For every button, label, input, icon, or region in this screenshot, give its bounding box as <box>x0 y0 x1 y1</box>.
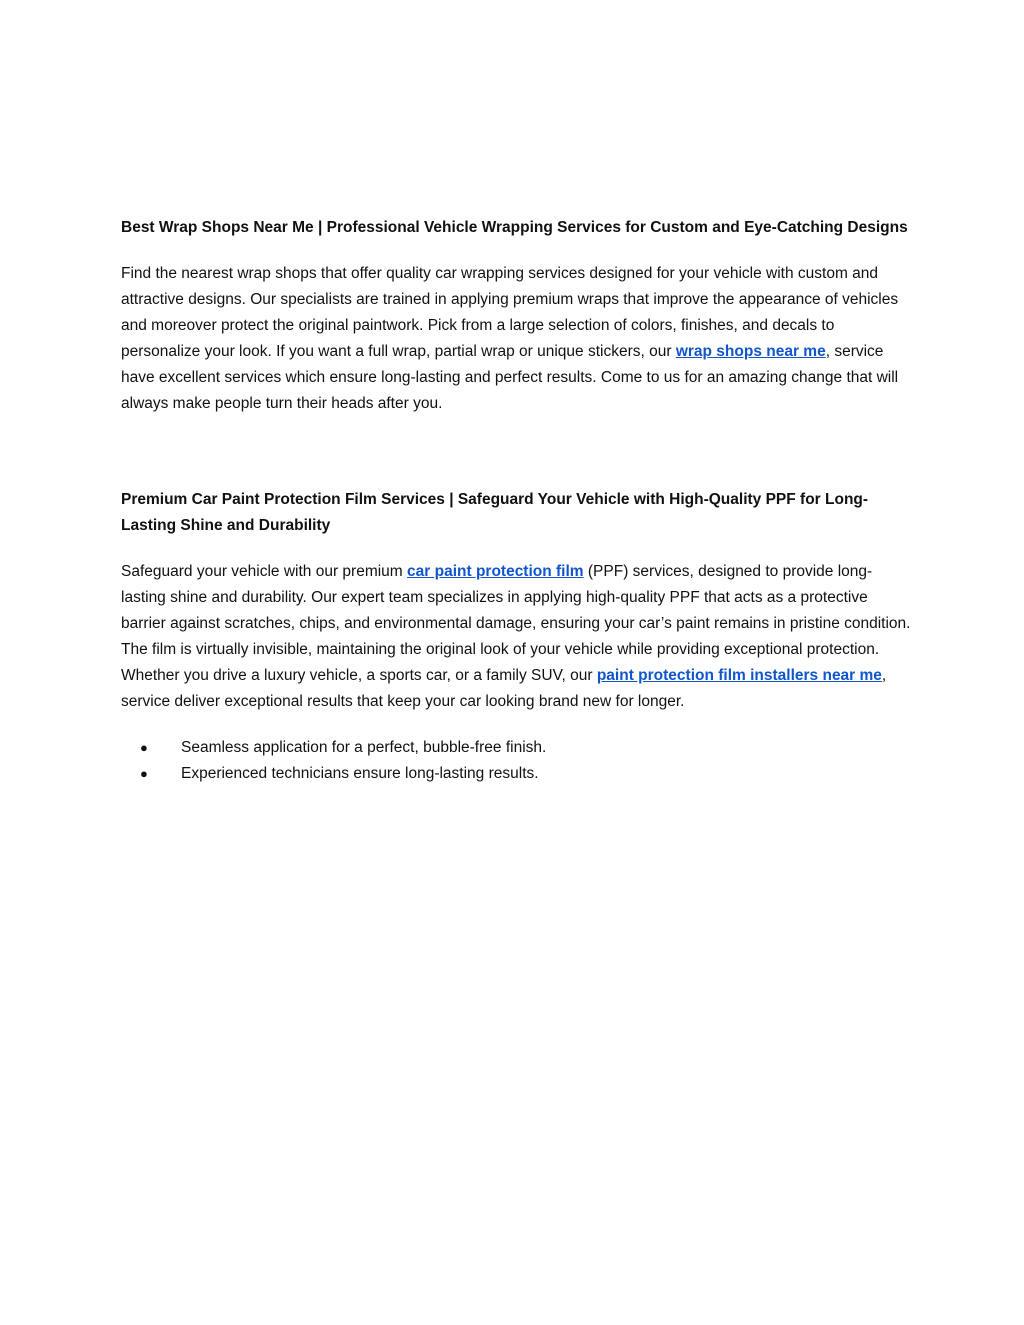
document-page <box>121 212 911 787</box>
wrap-shops-near-me-link[interactable]: wrap shops near me <box>675 343 826 360</box>
list-item <box>121 761 911 787</box>
bullet-icon: ● <box>140 740 148 755</box>
section-paragraph-ppf <box>121 559 911 715</box>
list-item-text: Experienced technicians ensure long-lasting results. <box>181 765 539 782</box>
paragraph-text: , service deliver exceptional results that keep your car looking brand new for longer. <box>121 667 887 710</box>
bullet-icon: ● <box>140 766 148 781</box>
section-heading-ppf: Premium Car Paint Protection Film Services | Safeguard Your Vehicle with High-Quality PPF for Long-Lasting Shine and Durability <box>121 491 869 534</box>
list-item <box>121 735 911 761</box>
paragraph-text: Safeguard your vehicle with our premium <box>121 563 408 580</box>
section-paragraph-wrap-shops <box>121 261 911 417</box>
paragraph-text: Find the nearest wrap shops that offer quality car wrapping services designed for your vehicle with custom and attractive designs. Our specialists are trained in applying premium wraps that improve the appearance of vehicles and moreover protect the original paintwork. Pick from a large selection of colors, finishes, and decals to personalize your look. If you want a full wrap, partial wrap or unique stickers, our <box>121 265 899 360</box>
section-heading-wrap-shops: Best Wrap Shops Near Me | Professional Vehicle Wrapping Services for Custom and Eye-Catching Designs <box>121 219 908 236</box>
ppf-installers-near-me-link[interactable]: paint protection film installers near me <box>596 667 882 684</box>
paragraph-text: (PPF) services, designed to provide long-lasting shine and durability. Our expert team specializes in applying high-quality PPF that acts as a protective barrier against scratches, chips, and environmental damage, ensuring your car’s paint remains in pristine condition. The film is virtually invisible, maintaining the original look of your vehicle while providing exceptional protection. Whether you drive a luxury vehicle, a sports car, or a family SUV, our <box>121 563 911 684</box>
paragraph-text: , service have excellent services which ensure long-lasting and perfect results. Come to us for an amazing change that will always make people turn their heads after you. <box>121 343 899 412</box>
car-paint-protection-film-link[interactable]: car paint protection film <box>407 563 584 580</box>
benefits-list <box>121 735 911 787</box>
list-item-text: Seamless application for a perfect, bubble-free finish. <box>181 739 547 756</box>
